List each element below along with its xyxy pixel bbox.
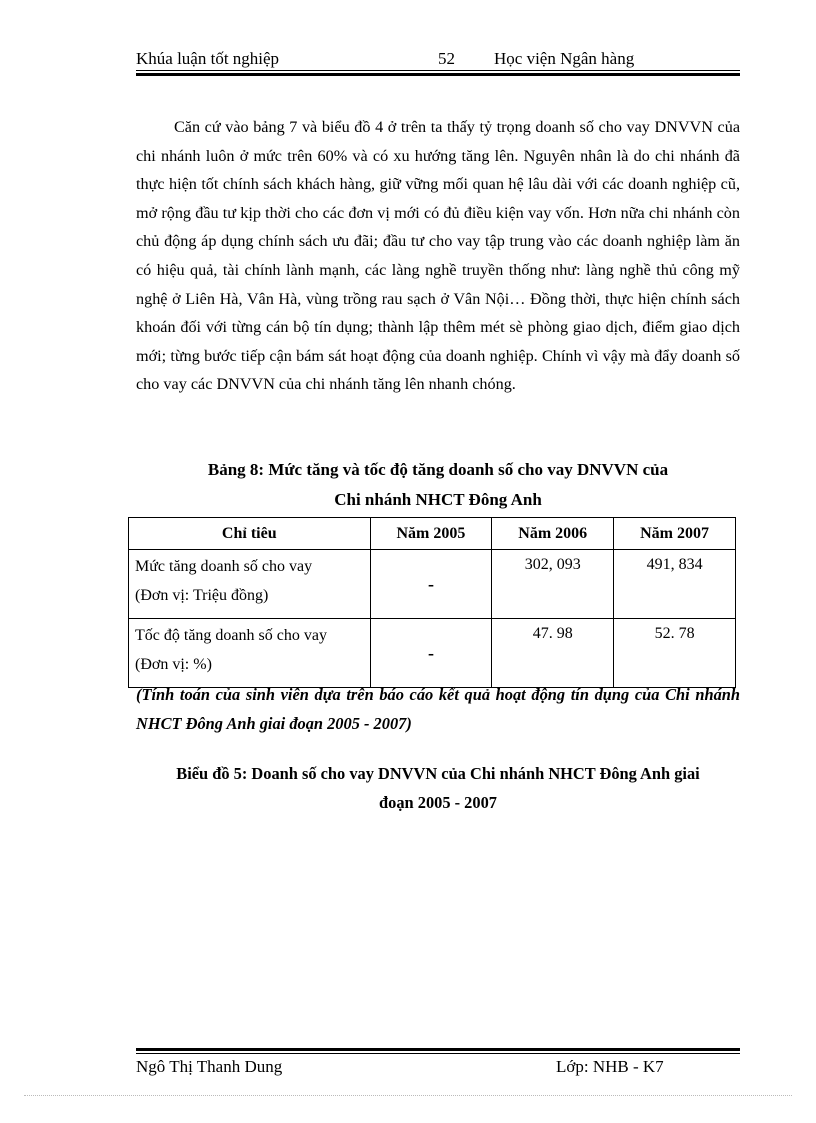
cell-2006: 302, 093 [492,550,614,619]
header-rule-thin [136,70,740,71]
table-caption-line2: Chi nhánh NHCT Đông Anh [334,490,542,509]
growth-table [128,517,736,688]
body-paragraph: Căn cứ vào bảng 7 và biểu đồ 4 ở trên ta thấy tỷ trọng doanh số cho vay DNVVN của chi nhánh luôn ở mức trên 60% và có xu hướng tăng lên. Nguyên nhân là do chi nhánh đã thực hiện tốt chính sách khách hàng, giữ vững mối quan hệ lâu dài với các doanh nghiệp cũ, mở rộng đầu tư kịp thời cho các đơn vị mới có đủ điều kiện vay vốn. Hơn nữa chi nhánh còn chủ động áp dụng chính sách ưu đãi; đầu tư cho vay tập trung vào các doanh nghiệp làm ăn có hiệu quả, tài chính lành mạnh, các làng nghề truyền thống như: làng nghề thủ công mỹ nghệ ở Liên Hà, Vân Hà, vùng trồng rau sạch ở Vân Nội… Đồng thời, thực hiện chính sách khoán đối với từng cán bộ tín dụng; thành lập thêm mét sè phòng giao dịch, điểm giao dịch mới; từng bước tiếp cận bám sát hoạt động của doanh nghiệp. Chính vì vậy mà đẩy doanh số cho vay các DNVVN của chi nhánh tăng lên nhanh chóng. [136,118,740,394]
header-thesis-title: Khúa luận tốt nghiệp [136,49,280,68]
table-source-note: (Tính toán của sinh viên dựa trên báo cáo kết quả hoạt động tín dụng của Chi nhánh NHCT Đông Anh giai đoạn 2005 - 2007) [136,685,740,733]
header-page-number: 52 [438,49,455,68]
cell-2005: - [370,619,492,688]
cell-2007: 52. 78 [614,619,736,688]
header-year-2006: Năm 2006 [492,518,614,550]
cell-2007: 491, 834 [614,550,736,619]
table-caption-line1: Bảng 8: Mức tăng và tốc độ tăng doanh số cho vay DNVVN của [207,460,669,479]
header-year-2007: Năm 2007 [614,518,736,550]
row-label-line1: Mức tăng doanh số cho vay [135,558,313,575]
table-header-row [129,518,736,550]
footer-class: Lớp: NHB - K7 [556,1057,664,1076]
row-label [129,619,371,688]
table-row [129,550,736,619]
chart-caption [136,759,740,817]
header-rule-thick [136,73,740,76]
cell-2006: 47. 98 [492,619,614,688]
row-label-unit: (Đơn vị: Triệu đồng) [135,587,269,604]
page-header [136,47,740,71]
page-bottom-dotted-line [24,1095,792,1096]
footer-rule-thin [136,1053,740,1054]
header-institution: Học viện Ngân hàng [494,49,635,68]
row-label [129,550,371,619]
table-row [129,619,736,688]
row-label-line1: Tốc độ tăng doanh số cho vay [135,627,327,644]
footer-rule-thick [136,1048,740,1051]
cell-2005: - [370,550,492,619]
chart-caption-line2: đoạn 2005 - 2007 [379,793,497,812]
chart-caption-line1: Biểu đồ 5: Doanh số cho vay DNVVN của Chi nhánh NHCT Đông Anh giai [176,764,700,783]
header-year-2005: Năm 2005 [370,518,492,550]
header-indicator: Chỉ tiêu [129,518,371,550]
footer-author: Ngô Thị Thanh Dung [136,1057,283,1076]
row-label-unit: (Đơn vị: %) [135,656,212,673]
